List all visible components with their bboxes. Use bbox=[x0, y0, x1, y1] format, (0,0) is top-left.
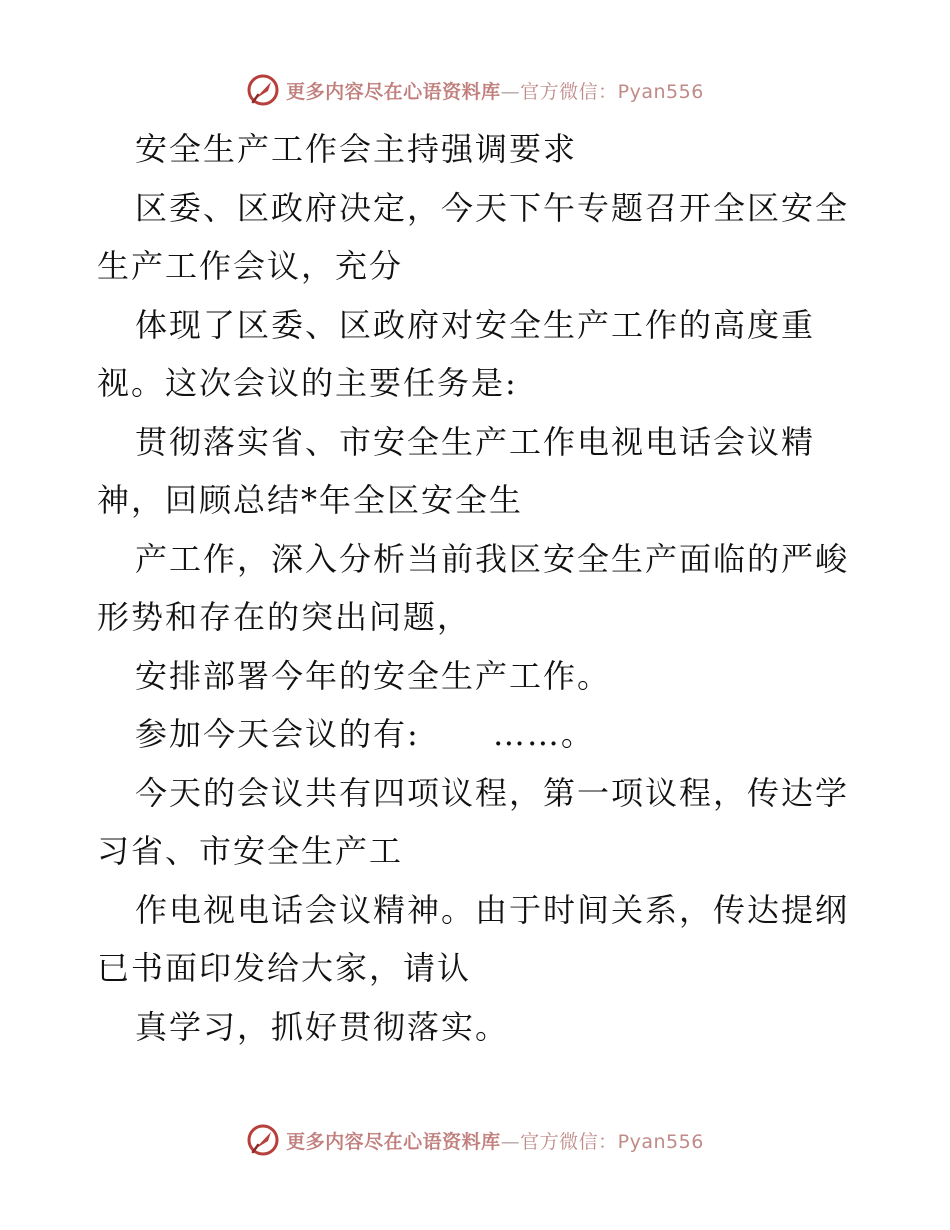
paragraph-line: 真学习，抓好贯彻落实。 bbox=[135, 1007, 510, 1046]
paragraph-line: 神，回顾总结*年全区安全生 bbox=[97, 481, 524, 519]
banner-separator: — bbox=[500, 80, 521, 103]
banner-wechat: 官方微信：Pyan556 bbox=[520, 80, 704, 103]
paragraph-line: 生产工作会议，充分 bbox=[97, 247, 404, 285]
quill-pen-logo-icon bbox=[246, 73, 280, 107]
paragraph-line: 已书面印发给大家，请认 bbox=[97, 949, 472, 987]
paragraph-line: 参加今天会议的有: ……。 bbox=[135, 715, 595, 753]
paragraph-line: 贯彻落实省、市安全生产工作电视电话会议精 bbox=[135, 422, 816, 461]
banner-separator: — bbox=[500, 1130, 521, 1153]
footer-watermark-banner bbox=[0, 1120, 950, 1160]
paragraph-line: 安排部署今年的安全生产工作。 bbox=[135, 656, 612, 695]
doc-title: 安全生产工作会主持强调要求 bbox=[135, 130, 578, 168]
header-watermark-banner bbox=[0, 70, 950, 110]
paragraph-line: 今天的会议共有四项议程，第一项议程，传达学 bbox=[135, 773, 850, 812]
paragraph-line: 产工作，深入分析当前我区安全生产面临的严峻 bbox=[135, 539, 850, 578]
paragraph-line: 习省、市安全生产工 bbox=[97, 832, 404, 870]
paragraph-line: 体现了区委、区政府对安全生产工作的高度重 bbox=[135, 305, 816, 344]
banner-text bbox=[286, 77, 704, 104]
paragraph-line: 作电视电话会议精神。由于时间关系，传达提纲 bbox=[135, 890, 850, 929]
paragraph-line: 形势和存在的突出问题， bbox=[97, 598, 472, 636]
banner-title: 更多内容尽在心语资料库 bbox=[286, 1130, 501, 1153]
paragraph-line: 视。这次会议的主要任务是: bbox=[97, 364, 518, 402]
banner-text bbox=[286, 1127, 704, 1154]
document-body bbox=[97, 120, 857, 1056]
paragraph-line: 区委、区政府决定，今天下午专题召开全区安全 bbox=[135, 188, 850, 227]
quill-pen-logo-icon bbox=[246, 1123, 280, 1157]
banner-wechat: 官方微信：Pyan556 bbox=[520, 1130, 704, 1153]
banner-title: 更多内容尽在心语资料库 bbox=[286, 80, 501, 103]
